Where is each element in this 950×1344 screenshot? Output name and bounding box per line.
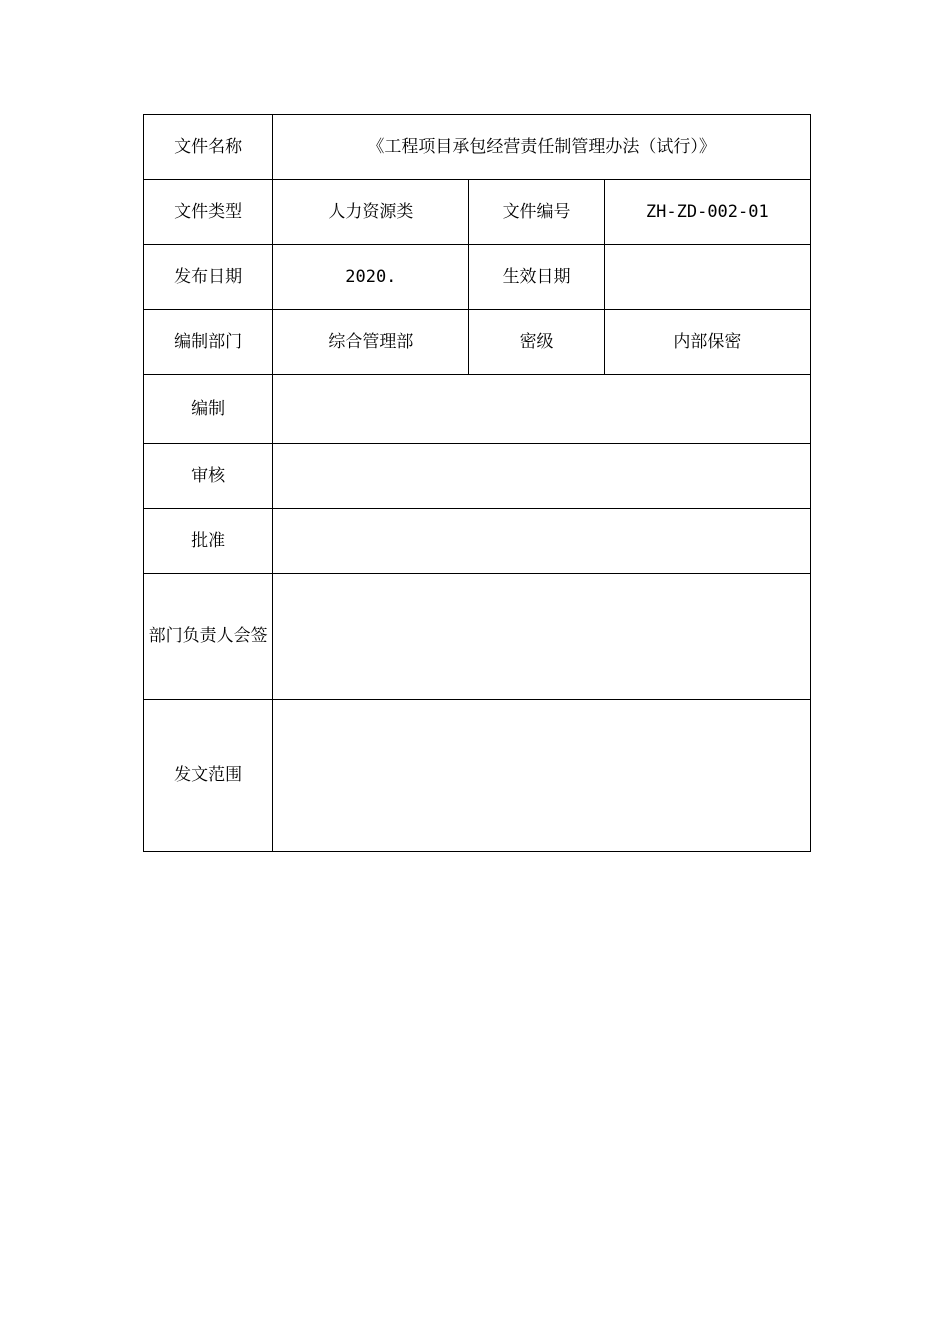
file-name-value: 《工程项目承包经营责任制管理办法（试行）》: [273, 115, 811, 180]
file-code-label: 文件编号: [469, 180, 604, 245]
compile-value: [273, 375, 811, 444]
scope-value: [273, 700, 811, 852]
file-type-value: 人力资源类: [273, 180, 469, 245]
effective-date-label: 生效日期: [469, 245, 604, 310]
document-info-table: [143, 114, 811, 852]
row-dates: [144, 245, 811, 310]
file-code-value: ZH-ZD-002-01: [604, 180, 810, 245]
review-label: 审核: [144, 444, 273, 509]
row-review: [144, 444, 811, 509]
file-name-label: 文件名称: [144, 115, 273, 180]
publish-date-label: 发布日期: [144, 245, 273, 310]
publish-date-value: 2020.: [273, 245, 469, 310]
approve-value: [273, 509, 811, 574]
approve-label: 批准: [144, 509, 273, 574]
row-file-name: [144, 115, 811, 180]
department-label: 编制部门: [144, 310, 273, 375]
row-countersign: [144, 574, 811, 700]
department-value: 综合管理部: [273, 310, 469, 375]
countersign-value: [273, 574, 811, 700]
review-value: [273, 444, 811, 509]
effective-date-value: [604, 245, 810, 310]
row-approve: [144, 509, 811, 574]
row-department: [144, 310, 811, 375]
row-file-type: [144, 180, 811, 245]
row-compile: [144, 375, 811, 444]
secrecy-label: 密级: [469, 310, 604, 375]
countersign-label: 部门负责人会签: [144, 574, 273, 700]
secrecy-value: 内部保密: [604, 310, 810, 375]
file-type-label: 文件类型: [144, 180, 273, 245]
scope-label: 发文范围: [144, 700, 273, 852]
row-scope: [144, 700, 811, 852]
compile-label: 编制: [144, 375, 273, 444]
